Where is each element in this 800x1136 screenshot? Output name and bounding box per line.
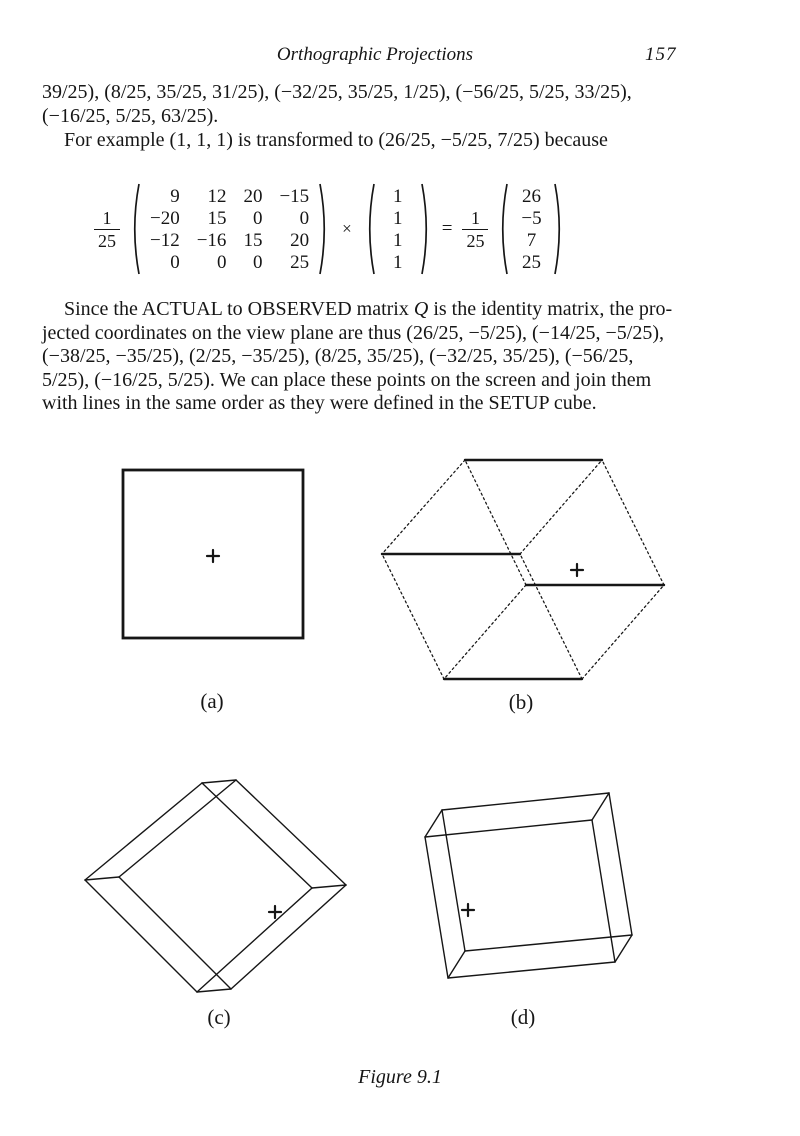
vector-cell: 1: [393, 229, 403, 251]
vector-cell: 26: [521, 185, 541, 207]
multiply-sign: ×: [342, 219, 352, 238]
vector-cell: 1: [393, 251, 403, 273]
text-segment: Since the ACTUAL to OBSERVED matrix: [64, 298, 414, 320]
matrix-cell: 0: [216, 251, 227, 273]
fraction-denominator: 25: [466, 230, 485, 251]
subfigure-label-d: (d): [510, 1005, 536, 1029]
matrix-cell: −15: [279, 185, 310, 207]
text-line: with lines in the same order as they were defined in the SETUP cube.: [42, 392, 597, 414]
matrix-cell: 20: [243, 185, 263, 207]
subfigure-label-c: (c): [207, 1005, 231, 1029]
matrix-cell: 20: [290, 229, 310, 251]
fraction-denominator: 25: [98, 230, 116, 251]
subfigure-c: [85, 780, 346, 1029]
matrix-cell: 0: [170, 251, 180, 273]
figure-caption: Figure 9.1: [358, 1066, 442, 1088]
matrix-cell: −16: [196, 229, 227, 251]
running-header-title: Orthographic Projections: [276, 44, 474, 65]
text-segment: is the identity matrix, the pro-: [428, 298, 673, 320]
text-line: (−16/25, 5/25, 63/25).: [42, 105, 219, 127]
vector-cell: 1: [393, 185, 403, 207]
matrix-cell: 25: [290, 251, 310, 273]
matrix-cell: −20: [150, 207, 180, 229]
matrix-cell: 0: [252, 251, 263, 273]
vector-cell: 1: [393, 207, 403, 229]
subfigure-a: [123, 470, 303, 713]
matrix-cell: 9: [170, 185, 180, 207]
equals-sign: =: [441, 218, 453, 239]
subfigure-d: [425, 793, 632, 1029]
text-line: For example (1, 1, 1) is transformed to (26/25, −5/25, 7/25) because: [64, 129, 608, 151]
matrix-cell: 0: [299, 207, 310, 229]
vector-cell: 25: [521, 251, 541, 273]
vector-cell: −5: [521, 207, 542, 229]
subfigure-b: [382, 460, 664, 714]
text-line: 39/25), (8/25, 35/25, 31/25), (−32/25, 35/25, 1/25), (−56/25, 5/25, 33/25),: [42, 81, 632, 103]
page-number: 157: [645, 44, 677, 65]
subfigure-label-b: (b): [508, 690, 534, 714]
matrix-cell: −12: [150, 229, 180, 251]
matrix-cell: 0: [252, 207, 263, 229]
vector-cell: 7: [526, 229, 537, 251]
matrix-cell: 15: [207, 207, 227, 229]
text-line: jected coordinates on the view plane are thus (26/25, −5/25), (−14/25, −5/25),: [42, 321, 665, 344]
matrix-cell: 15: [243, 229, 263, 251]
matrix-variable-q: Q: [413, 298, 429, 320]
matrix-cell: 12: [207, 185, 227, 207]
subfigure-label-a: (a): [200, 689, 224, 713]
fraction-numerator: 1: [470, 207, 480, 228]
text-line: (−38/25, −35/25), (2/25, −35/25), (8/25, 35/25), (−32/25, 35/25), (−56/25,: [42, 345, 634, 367]
fraction-numerator: 1: [102, 207, 112, 228]
text-line: 5/25), (−16/25, 5/25). We can place these points on the screen and join them: [42, 368, 652, 391]
